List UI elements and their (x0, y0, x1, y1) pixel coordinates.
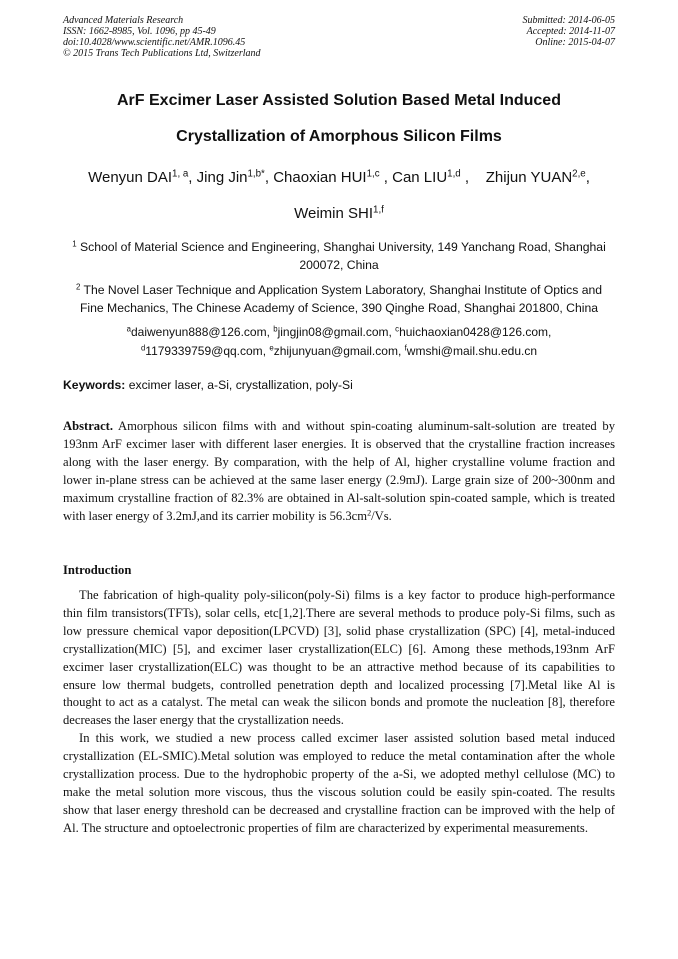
email-mark: e (269, 343, 274, 353)
introduction-paragraph-1: The fabrication of high-quality poly-silicon(poly-Si) films is a key factor to produce high-performance thin film transistors(TFTs), solar cells, etc[1,2].There are several methods to produce poly-Si films, such as low pressure chemical vapor deposition(LPCVD) [3], solid phase crystallization (SPC) [4], metal-induced crystallization(MIC) [5], and excimer laser crystallization(ELC) [6]. Among these methods,193nm ArF excimer laser crystallization(ELC) was thought to be an attractive method because of its capabilities to ensure low thermal budgets, controlled penetration depth and localized processing [7].Metal like Al is thought to act as a catalyst. The metal can weak the silicon bonds and promote the nucleation [8], therefore decreases the laser energy that the crystallization needs. (63, 588, 615, 728)
abstract-text: Amorphous silicon films with and without spin-coating aluminum-salt-solution are treated by 193nm ArF excimer laser with different laser energies. It is observed that the crystalline fraction increases along with the laser energy. By comparation, with the help of Al, higher crystalline volume fraction and lower in-plane stress can be achieved at the same laser energy (2.9mJ). Large grain size of 200~300nm and maximum crystalline fraction of 82.3% are obtained in Al-salt-solution spin-coated sample, which is treated with laser energy of 3.2mJ,and its carrier mobility is 56.3cm (63, 419, 615, 523)
affiliation-1 (63, 238, 615, 274)
keywords-line (63, 377, 615, 393)
author-separator: , (379, 169, 393, 186)
author-name: Chaoxian HUI (273, 169, 367, 186)
paper-title-line-1: ArF Excimer Laser Assisted Solution Based Metal Induced (117, 92, 561, 109)
affiliation-2 (63, 281, 615, 317)
email-list (63, 323, 615, 361)
author-name: Can LIU (392, 169, 448, 186)
email-mark: f (404, 343, 407, 353)
email-address: zhijunyuan@gmail.com (273, 344, 398, 358)
author-affiliation-mark: 1,b* (247, 168, 265, 180)
affiliation-number: 2 (75, 282, 81, 292)
author-separator: , (188, 169, 197, 186)
author-list-line-1 (40, 168, 638, 188)
abstract-text-end: /Vs. (371, 508, 392, 523)
introduction-heading: Introduction (63, 563, 132, 577)
journal-header-right (523, 15, 616, 48)
email-address: wmshi@mail.shu.edu.cn (406, 344, 538, 358)
abstract-unit-superscript: 2 (367, 508, 372, 518)
email-mark: a (126, 324, 131, 334)
author-affiliation-mark: 2,e (572, 168, 586, 180)
introduction-paragraph-2: In this work, we studied a new process called excimer laser assisted solution based metal induced crystallization (EL-SMIC).Metal solution was employed to reduce the metal contamination after the whole crystallization process. Due to the hydrophobic property of the a-Si, we adopted methyl cellulose (MC) to make the metal solution more viscous, thus the viscous solution could be easily spin-coated. The results show that laser energy threshold can be decreased and crystalline fraction can be improved with the help of Al. The structure and optoelectronic properties of film are characterized by experimental measurements. (63, 731, 615, 835)
email-address: huichaoxian0428@126.com (399, 325, 549, 339)
email-mark: b (273, 324, 278, 334)
keywords-text: excimer laser, a-Si, crystallization, poly-Si (125, 378, 353, 392)
issn-line: ISSN: 1662-8985, Vol. 1096, pp 45-49 (63, 26, 216, 37)
author-separator: , (585, 169, 590, 186)
keywords-label: Keywords: (63, 378, 126, 392)
affiliation-text: School of Material Science and Engineering, Shanghai University, 149 Yanchang Road, Shanghai 200072, China (80, 240, 606, 272)
email-separator: , (397, 344, 405, 358)
author-name: Zhijun YUAN (485, 169, 573, 186)
author-list-line-2 (40, 204, 638, 224)
author-name: Wenyun DAI (88, 169, 173, 186)
affiliation-text: The Novel Laser Technique and Application System Laboratory, Shanghai Institute of Optics and Fine Mechanics, The Chinese Academy of Science, 390 Qinghe Road, Shanghai 201800, China (79, 283, 603, 315)
abstract-label: Abstract. (63, 419, 114, 433)
email-address: daiwenyun888@126.com (130, 325, 267, 339)
journal-header-left (63, 15, 261, 59)
online-date: Online: 2015-04-07 (535, 37, 615, 48)
author-affiliation-mark: 1,c (366, 168, 380, 180)
copyright-line: © 2015 Trans Tech Publications Ltd, Switzerland (63, 48, 261, 59)
author-name: Weimin SHI (294, 205, 374, 222)
email-separator: , (266, 325, 274, 339)
accepted-date: Accepted: 2014-11-07 (526, 26, 615, 37)
email-mark: d (140, 343, 146, 353)
submitted-date: Submitted: 2014-06-05 (522, 15, 615, 26)
email-address: 1179339759@qq.com (145, 344, 263, 358)
author-separator: , (264, 169, 274, 186)
author-affiliation-mark: 1, a (172, 168, 189, 180)
author-name: Jing Jin (196, 169, 248, 186)
doi-line: doi:10.4028/www.scientific.net/AMR.1096.45 (63, 37, 246, 48)
affiliation-number: 1 (72, 239, 77, 249)
email-separator: , (548, 325, 552, 339)
author-separator: , (460, 169, 486, 186)
email-separator: , (388, 325, 396, 339)
email-mark: c (395, 324, 400, 334)
email-address: jingjin08@gmail.com (277, 325, 389, 339)
journal-name: Advanced Materials Research (63, 15, 184, 26)
introduction-body (63, 587, 615, 838)
paper-title-line-2: Crystallization of Amorphous Silicon Films (176, 128, 502, 145)
abstract-paragraph (63, 418, 615, 525)
email-separator: , (262, 344, 270, 358)
author-affiliation-mark: 1,f (373, 204, 384, 216)
author-affiliation-mark: 1,d (447, 168, 461, 180)
